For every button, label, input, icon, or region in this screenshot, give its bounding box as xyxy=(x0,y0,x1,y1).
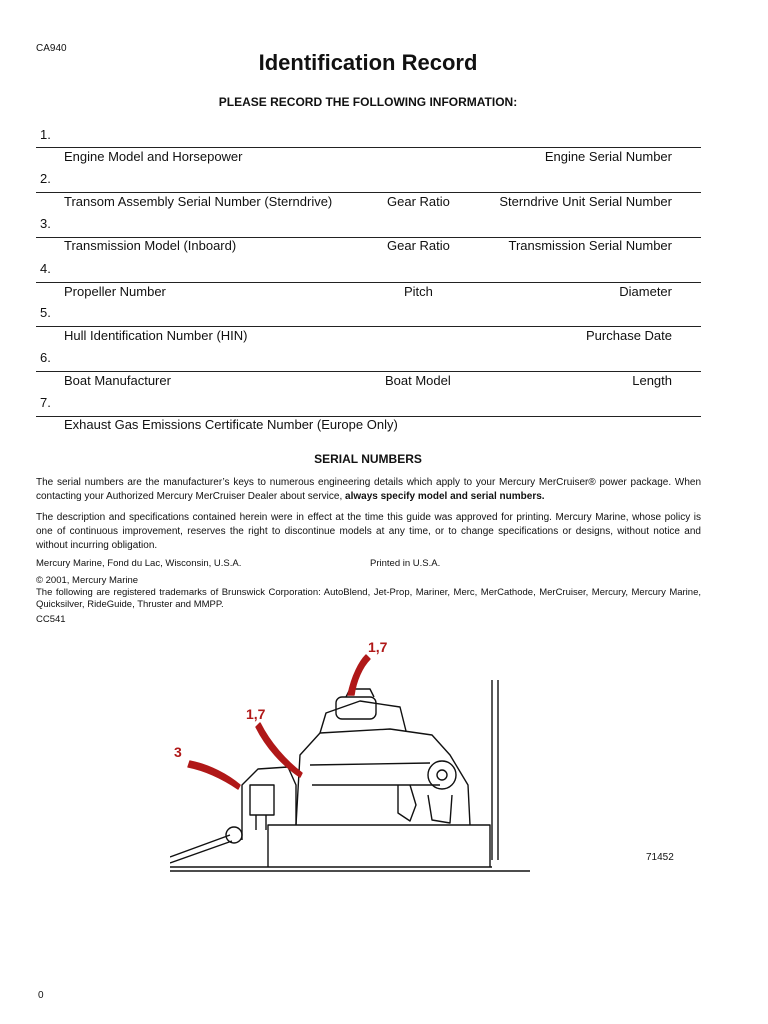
intake-manifold xyxy=(320,701,406,733)
field-label-right: Transmission Serial Number xyxy=(508,238,672,253)
row-number: 4. xyxy=(40,261,51,276)
engine-mount-front xyxy=(398,785,416,821)
field-label-left: Transmission Model (Inboard) xyxy=(64,238,237,253)
front-bracket xyxy=(428,795,452,823)
field-label-right: Purchase Date xyxy=(586,328,672,343)
figure-number: 71452 xyxy=(646,852,674,863)
serial-paragraph-emphasis: always specify model and serial numbers. xyxy=(345,491,545,502)
page-number: 0 xyxy=(38,990,44,1001)
field-label-mid: Gear Ratio xyxy=(387,194,450,209)
field-label-mid: Boat Model xyxy=(385,373,451,388)
page-subtitle: PLEASE RECORD THE FOLLOWING INFORMATION: xyxy=(218,95,518,109)
propeller-shaft xyxy=(170,835,232,863)
callout-label: 3 xyxy=(174,744,182,760)
field-label-right: Diameter xyxy=(619,284,672,299)
transmission-mount xyxy=(256,815,266,830)
field-label-right: Engine Serial Number xyxy=(544,149,672,164)
field-label-left: Transom Assembly Serial Number (Sterndrive) xyxy=(64,194,333,209)
pulley-hub xyxy=(437,770,447,780)
disclaimer-paragraph: The description and specifications contained herein were in effect at the time this guide was approved for printing. Mercury Marine, whose policy is one of continuous improvement, reserves the right to discontinue models at any time, or to change specifications or designs, without notice and without incurring obligation. xyxy=(36,512,701,551)
trademarks-notice: The following are registered trademarks of Brunswick Corporation: AutoBlend, Jet-Prop, Mariner, Merc, MerCathode, MerCruiser, Mercury, Mercury Marine, Quicksilver, RideGuide, Thruster and MMPP. xyxy=(36,587,701,610)
engine-illustration xyxy=(170,635,530,875)
entry-line[interactable] xyxy=(36,147,701,148)
row-number: 3. xyxy=(40,216,51,231)
engine-detail xyxy=(310,763,440,785)
row-number: 2. xyxy=(40,171,51,186)
company-address: Mercury Marine, Fond du Lac, Wisconsin, U.S.A. xyxy=(36,558,242,569)
field-label-right: Length xyxy=(632,373,672,388)
row-number: 6. xyxy=(40,350,51,365)
field-label-left: Hull Identification Number (HIN) xyxy=(64,328,248,343)
entry-line[interactable] xyxy=(36,282,701,283)
copyright-notice: © 2001, Mercury Marine xyxy=(36,575,139,586)
transmission-housing xyxy=(250,785,274,815)
field-label-left: Propeller Number xyxy=(64,284,166,299)
serial-paragraph-text: The serial numbers are the manufacturer’s keys to numerous engineering details which apply to your Mercury MerCruiser® power package. When contacting your Authorized Mercury MerCruiser Dealer about service, xyxy=(36,477,701,502)
document-code: CA940 xyxy=(36,43,67,54)
field-label-right: Sterndrive Unit Serial Number xyxy=(499,194,672,209)
row-number: 7. xyxy=(40,395,51,410)
section-title: SERIAL NUMBERS xyxy=(314,452,422,466)
engine-mount-base xyxy=(268,825,490,867)
entry-line[interactable] xyxy=(36,192,701,193)
engine-block xyxy=(296,729,470,825)
row-number: 1. xyxy=(40,127,51,142)
pulley xyxy=(428,761,456,789)
page-title: Identification Record xyxy=(258,50,478,75)
field-label-mid: Pitch xyxy=(404,284,433,299)
printed-note: Printed in U.S.A. xyxy=(370,558,441,569)
field-label-left: Exhaust Gas Emissions Certificate Number (Europe Only) xyxy=(64,417,398,432)
field-label-left: Boat Manufacturer xyxy=(64,373,171,388)
callout-pointer xyxy=(188,761,240,789)
entry-line[interactable] xyxy=(36,371,701,372)
row-number: 5. xyxy=(40,305,51,320)
entry-line[interactable] xyxy=(36,326,701,327)
serial-paragraph xyxy=(36,476,701,504)
floor-line xyxy=(170,867,530,871)
callout-label: 1,7 xyxy=(246,706,266,722)
callout-label: 1,7 xyxy=(368,639,388,655)
reference-code: CC541 xyxy=(36,614,66,625)
field-label-mid: Gear Ratio xyxy=(387,238,450,253)
field-label-left: Engine Model and Horsepower xyxy=(64,149,243,164)
